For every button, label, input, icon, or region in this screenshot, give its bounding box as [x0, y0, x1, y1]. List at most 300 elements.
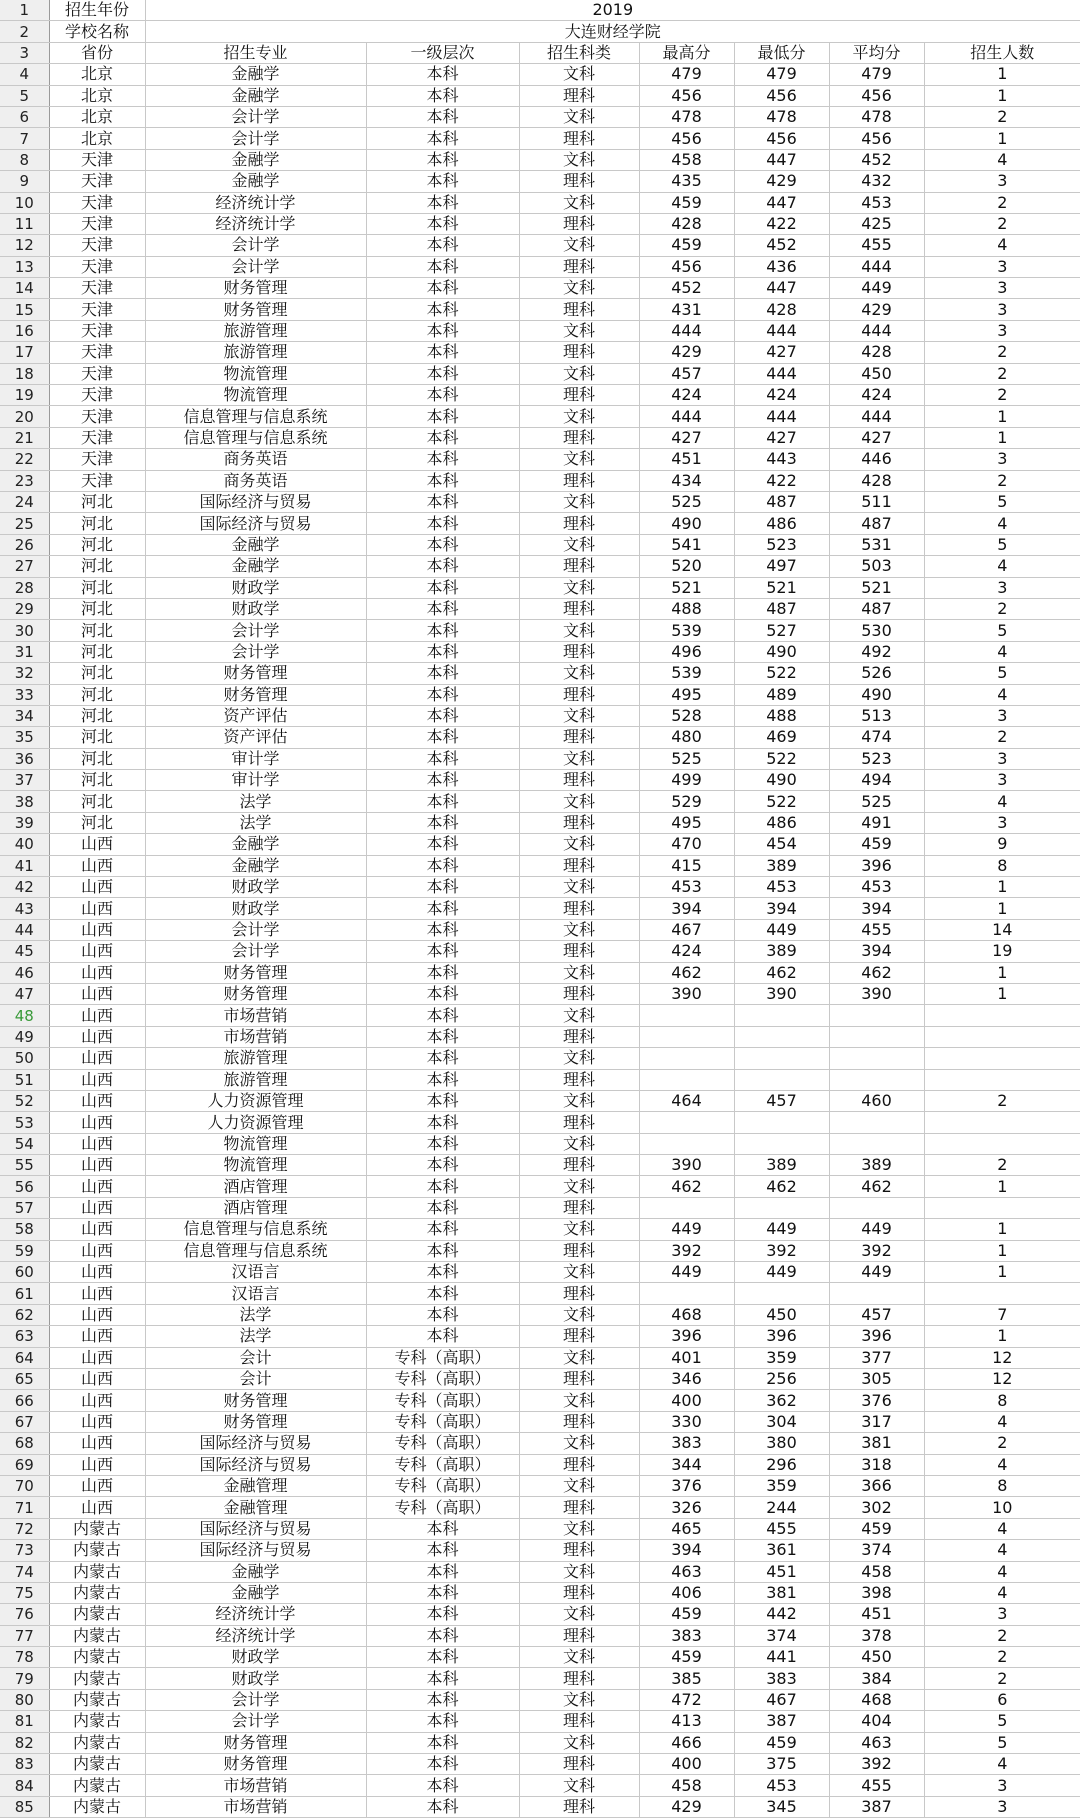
enrollment-cell[interactable]: 3 — [924, 748, 1080, 769]
province-cell[interactable]: 天津 — [49, 449, 145, 470]
max-score-cell[interactable]: 383 — [639, 1433, 734, 1454]
avg-score-cell[interactable]: 462 — [829, 962, 924, 983]
row-number[interactable]: 46 — [0, 962, 49, 983]
major-cell[interactable]: 金融学 — [145, 834, 366, 855]
province-cell[interactable]: 河北 — [49, 641, 145, 662]
province-cell[interactable]: 天津 — [49, 363, 145, 384]
province-cell[interactable]: 天津 — [49, 385, 145, 406]
max-score-cell[interactable]: 449 — [639, 1262, 734, 1283]
row-number[interactable]: 32 — [0, 663, 49, 684]
enrollment-cell[interactable]: 2 — [924, 1090, 1080, 1111]
min-score-cell[interactable]: 522 — [734, 663, 829, 684]
level-cell[interactable]: 本科 — [366, 1048, 519, 1069]
max-score-cell[interactable]: 495 — [639, 812, 734, 833]
major-cell[interactable]: 商务英语 — [145, 470, 366, 491]
subject-cell[interactable]: 理科 — [519, 727, 639, 748]
province-cell[interactable]: 山西 — [49, 1112, 145, 1133]
enrollment-cell[interactable]: 1 — [924, 1326, 1080, 1347]
row-number[interactable]: 34 — [0, 705, 49, 726]
subject-cell[interactable]: 理科 — [519, 1582, 639, 1603]
enrollment-cell[interactable]: 6 — [924, 1689, 1080, 1710]
subject-cell[interactable]: 理科 — [519, 598, 639, 619]
max-score-cell[interactable]: 390 — [639, 1155, 734, 1176]
subject-cell[interactable]: 理科 — [519, 128, 639, 149]
major-cell[interactable]: 物流管理 — [145, 363, 366, 384]
row-number[interactable]: 64 — [0, 1347, 49, 1368]
province-cell[interactable]: 天津 — [49, 278, 145, 299]
level-cell[interactable]: 本科 — [366, 1155, 519, 1176]
province-cell[interactable]: 山西 — [49, 1454, 145, 1475]
min-score-cell[interactable]: 469 — [734, 727, 829, 748]
major-cell[interactable]: 旅游管理 — [145, 1069, 366, 1090]
max-score-cell[interactable]: 424 — [639, 941, 734, 962]
max-score-cell[interactable] — [639, 1283, 734, 1304]
row-number[interactable]: 40 — [0, 834, 49, 855]
min-score-cell[interactable]: 296 — [734, 1454, 829, 1475]
subject-cell[interactable]: 理科 — [519, 256, 639, 277]
subject-cell[interactable]: 理科 — [519, 1497, 639, 1518]
level-cell[interactable]: 本科 — [366, 128, 519, 149]
avg-score-cell[interactable]: 378 — [829, 1625, 924, 1646]
level-cell[interactable]: 本科 — [366, 812, 519, 833]
province-cell[interactable]: 河北 — [49, 684, 145, 705]
row-number[interactable]: 42 — [0, 877, 49, 898]
subject-cell[interactable]: 文科 — [519, 1219, 639, 1240]
min-score-cell[interactable] — [734, 1283, 829, 1304]
subject-cell[interactable]: 文科 — [519, 64, 639, 85]
major-cell[interactable]: 会计学 — [145, 919, 366, 940]
enrollment-cell[interactable]: 8 — [924, 1475, 1080, 1496]
max-score-cell[interactable]: 488 — [639, 598, 734, 619]
avg-score-cell[interactable]: 521 — [829, 577, 924, 598]
max-score-cell[interactable]: 464 — [639, 1090, 734, 1111]
enrollment-cell[interactable]: 4 — [924, 641, 1080, 662]
min-score-cell[interactable]: 381 — [734, 1582, 829, 1603]
subject-cell[interactable]: 文科 — [519, 1604, 639, 1625]
level-cell[interactable]: 本科 — [366, 598, 519, 619]
province-cell[interactable]: 天津 — [49, 256, 145, 277]
avg-score-cell[interactable]: 398 — [829, 1582, 924, 1603]
subject-cell[interactable]: 文科 — [519, 1048, 639, 1069]
row-number[interactable]: 6 — [0, 106, 49, 127]
enrollment-cell[interactable]: 2 — [924, 598, 1080, 619]
enrollment-cell[interactable]: 3 — [924, 449, 1080, 470]
enrollment-cell[interactable] — [924, 1283, 1080, 1304]
major-cell[interactable]: 财政学 — [145, 1668, 366, 1689]
level-cell[interactable]: 本科 — [366, 941, 519, 962]
province-cell[interactable]: 河北 — [49, 577, 145, 598]
max-score-cell[interactable]: 427 — [639, 427, 734, 448]
province-cell[interactable]: 山西 — [49, 941, 145, 962]
avg-score-cell[interactable]: 384 — [829, 1668, 924, 1689]
level-cell[interactable]: 专科（高职） — [366, 1454, 519, 1475]
major-cell[interactable]: 会计学 — [145, 1711, 366, 1732]
major-cell[interactable]: 物流管理 — [145, 1155, 366, 1176]
max-score-cell[interactable]: 451 — [639, 449, 734, 470]
min-score-cell[interactable]: 422 — [734, 470, 829, 491]
row-number[interactable]: 35 — [0, 727, 49, 748]
max-score-cell[interactable] — [639, 1112, 734, 1133]
row-number[interactable]: 17 — [0, 342, 49, 363]
row-number[interactable]: 19 — [0, 385, 49, 406]
major-cell[interactable]: 会计学 — [145, 1689, 366, 1710]
subject-cell[interactable]: 理科 — [519, 556, 639, 577]
avg-score-cell[interactable]: 425 — [829, 213, 924, 234]
min-score-cell[interactable]: 451 — [734, 1561, 829, 1582]
level-cell[interactable]: 本科 — [366, 213, 519, 234]
min-score-cell[interactable]: 359 — [734, 1347, 829, 1368]
avg-score-cell[interactable]: 487 — [829, 513, 924, 534]
min-score-cell[interactable]: 436 — [734, 256, 829, 277]
enrollment-cell[interactable]: 1 — [924, 1219, 1080, 1240]
avg-score-cell[interactable]: 523 — [829, 748, 924, 769]
level-cell[interactable]: 本科 — [366, 385, 519, 406]
province-cell[interactable]: 山西 — [49, 1219, 145, 1240]
enrollment-cell[interactable]: 1 — [924, 427, 1080, 448]
level-cell[interactable]: 本科 — [366, 1561, 519, 1582]
min-score-cell[interactable]: 486 — [734, 812, 829, 833]
max-score-cell[interactable]: 470 — [639, 834, 734, 855]
level-cell[interactable]: 本科 — [366, 1647, 519, 1668]
min-score-cell[interactable]: 489 — [734, 684, 829, 705]
major-cell[interactable]: 会计学 — [145, 235, 366, 256]
max-score-cell[interactable]: 385 — [639, 1668, 734, 1689]
province-cell[interactable]: 山西 — [49, 1433, 145, 1454]
subject-cell[interactable]: 理科 — [519, 1711, 639, 1732]
row-number[interactable]: 53 — [0, 1112, 49, 1133]
major-cell[interactable]: 财政学 — [145, 1647, 366, 1668]
level-cell[interactable]: 专科（高职） — [366, 1369, 519, 1390]
major-cell[interactable]: 国际经济与贸易 — [145, 491, 366, 512]
column-header-cell[interactable]: 省份 — [49, 42, 145, 63]
max-score-cell[interactable]: 434 — [639, 470, 734, 491]
enrollment-cell[interactable]: 19 — [924, 941, 1080, 962]
level-cell[interactable]: 本科 — [366, 1133, 519, 1154]
row-number[interactable]: 4 — [0, 64, 49, 85]
column-header-cell[interactable]: 最低分 — [734, 42, 829, 63]
enrollment-cell[interactable]: 2 — [924, 106, 1080, 127]
avg-score-cell[interactable]: 474 — [829, 727, 924, 748]
row-number[interactable]: 60 — [0, 1262, 49, 1283]
row-number[interactable]: 14 — [0, 278, 49, 299]
enrollment-cell[interactable]: 5 — [924, 1732, 1080, 1753]
province-cell[interactable]: 山西 — [49, 1133, 145, 1154]
avg-score-cell[interactable]: 457 — [829, 1304, 924, 1325]
major-cell[interactable]: 财务管理 — [145, 962, 366, 983]
level-cell[interactable]: 本科 — [366, 1090, 519, 1111]
province-cell[interactable]: 山西 — [49, 1283, 145, 1304]
row-number[interactable]: 77 — [0, 1625, 49, 1646]
max-score-cell[interactable]: 346 — [639, 1369, 734, 1390]
row-number[interactable]: 41 — [0, 855, 49, 876]
max-score-cell[interactable]: 472 — [639, 1689, 734, 1710]
column-header-cell[interactable]: 招生人数 — [924, 42, 1080, 63]
level-cell[interactable]: 本科 — [366, 299, 519, 320]
enrollment-cell[interactable]: 3 — [924, 1796, 1080, 1817]
subject-cell[interactable]: 文科 — [519, 192, 639, 213]
min-score-cell[interactable]: 394 — [734, 898, 829, 919]
min-score-cell[interactable]: 490 — [734, 770, 829, 791]
subject-cell[interactable]: 文科 — [519, 1433, 639, 1454]
province-cell[interactable]: 内蒙古 — [49, 1796, 145, 1817]
row-number[interactable]: 50 — [0, 1048, 49, 1069]
avg-score-cell[interactable]: 462 — [829, 1176, 924, 1197]
row-number[interactable]: 8 — [0, 149, 49, 170]
province-cell[interactable]: 天津 — [49, 149, 145, 170]
level-cell[interactable]: 本科 — [366, 620, 519, 641]
avg-score-cell[interactable]: 390 — [829, 983, 924, 1004]
row-number[interactable]: 33 — [0, 684, 49, 705]
avg-score-cell[interactable]: 432 — [829, 171, 924, 192]
province-cell[interactable]: 山西 — [49, 1262, 145, 1283]
level-cell[interactable]: 本科 — [366, 877, 519, 898]
major-cell[interactable]: 国际经济与贸易 — [145, 1518, 366, 1539]
enrollment-cell[interactable]: 10 — [924, 1497, 1080, 1518]
subject-cell[interactable]: 文科 — [519, 1133, 639, 1154]
min-score-cell[interactable]: 447 — [734, 149, 829, 170]
max-score-cell[interactable]: 463 — [639, 1561, 734, 1582]
min-score-cell[interactable]: 444 — [734, 363, 829, 384]
major-cell[interactable]: 金融学 — [145, 534, 366, 555]
level-cell[interactable]: 本科 — [366, 770, 519, 791]
major-cell[interactable]: 金融学 — [145, 1582, 366, 1603]
max-score-cell[interactable]: 459 — [639, 1604, 734, 1625]
province-cell[interactable]: 内蒙古 — [49, 1540, 145, 1561]
level-cell[interactable]: 本科 — [366, 534, 519, 555]
province-cell[interactable]: 内蒙古 — [49, 1732, 145, 1753]
subject-cell[interactable]: 理科 — [519, 1069, 639, 1090]
max-score-cell[interactable]: 462 — [639, 1176, 734, 1197]
subject-cell[interactable]: 文科 — [519, 877, 639, 898]
avg-score-cell[interactable]: 513 — [829, 705, 924, 726]
subject-cell[interactable]: 理科 — [519, 1540, 639, 1561]
enrollment-cell[interactable]: 4 — [924, 235, 1080, 256]
enrollment-cell[interactable]: 2 — [924, 1625, 1080, 1646]
row-number[interactable]: 48 — [0, 1005, 49, 1026]
province-cell[interactable]: 内蒙古 — [49, 1689, 145, 1710]
province-cell[interactable]: 山西 — [49, 919, 145, 940]
level-cell[interactable]: 专科（高职） — [366, 1411, 519, 1432]
level-cell[interactable]: 本科 — [366, 1176, 519, 1197]
row-number[interactable]: 27 — [0, 556, 49, 577]
major-cell[interactable]: 会计学 — [145, 256, 366, 277]
row-number[interactable]: 16 — [0, 320, 49, 341]
row-number[interactable]: 5 — [0, 85, 49, 106]
subject-cell[interactable]: 文科 — [519, 1561, 639, 1582]
level-cell[interactable]: 本科 — [366, 577, 519, 598]
min-score-cell[interactable]: 442 — [734, 1604, 829, 1625]
level-cell[interactable]: 专科（高职） — [366, 1433, 519, 1454]
min-score-cell[interactable]: 424 — [734, 385, 829, 406]
avg-score-cell[interactable]: 374 — [829, 1540, 924, 1561]
level-cell[interactable]: 本科 — [366, 278, 519, 299]
province-cell[interactable]: 山西 — [49, 1048, 145, 1069]
max-score-cell[interactable]: 383 — [639, 1625, 734, 1646]
enrollment-cell[interactable]: 2 — [924, 363, 1080, 384]
subject-cell[interactable]: 理科 — [519, 641, 639, 662]
province-cell[interactable]: 内蒙古 — [49, 1647, 145, 1668]
level-cell[interactable]: 本科 — [366, 491, 519, 512]
enrollment-cell[interactable]: 5 — [924, 534, 1080, 555]
major-cell[interactable]: 财务管理 — [145, 684, 366, 705]
avg-score-cell[interactable] — [829, 1112, 924, 1133]
province-cell[interactable]: 山西 — [49, 855, 145, 876]
min-score-cell[interactable]: 490 — [734, 641, 829, 662]
avg-score-cell[interactable]: 392 — [829, 1240, 924, 1261]
avg-score-cell[interactable]: 424 — [829, 385, 924, 406]
major-cell[interactable]: 法学 — [145, 812, 366, 833]
min-score-cell[interactable]: 389 — [734, 941, 829, 962]
province-cell[interactable]: 天津 — [49, 213, 145, 234]
enrollment-cell[interactable]: 5 — [924, 491, 1080, 512]
level-cell[interactable]: 本科 — [366, 855, 519, 876]
avg-score-cell[interactable]: 428 — [829, 470, 924, 491]
max-score-cell[interactable]: 435 — [639, 171, 734, 192]
min-score-cell[interactable]: 486 — [734, 513, 829, 534]
level-cell[interactable]: 专科（高职） — [366, 1475, 519, 1496]
max-score-cell[interactable]: 330 — [639, 1411, 734, 1432]
province-cell[interactable]: 河北 — [49, 812, 145, 833]
enrollment-cell[interactable]: 1 — [924, 898, 1080, 919]
major-cell[interactable]: 国际经济与贸易 — [145, 1454, 366, 1475]
enrollment-cell[interactable]: 4 — [924, 1454, 1080, 1475]
enrollment-cell[interactable] — [924, 1112, 1080, 1133]
province-cell[interactable]: 山西 — [49, 1369, 145, 1390]
enrollment-cell[interactable]: 4 — [924, 1540, 1080, 1561]
level-cell[interactable]: 本科 — [366, 513, 519, 534]
enrollment-cell[interactable]: 2 — [924, 385, 1080, 406]
avg-score-cell[interactable] — [829, 1283, 924, 1304]
level-cell[interactable]: 本科 — [366, 427, 519, 448]
province-cell[interactable]: 山西 — [49, 1304, 145, 1325]
level-cell[interactable]: 本科 — [366, 983, 519, 1004]
row-number[interactable]: 39 — [0, 812, 49, 833]
row-number[interactable]: 63 — [0, 1326, 49, 1347]
major-cell[interactable]: 汉语言 — [145, 1283, 366, 1304]
level-cell[interactable]: 本科 — [366, 1005, 519, 1026]
row-number[interactable]: 78 — [0, 1647, 49, 1668]
major-cell[interactable]: 信息管理与信息系统 — [145, 406, 366, 427]
avg-score-cell[interactable]: 444 — [829, 256, 924, 277]
enrollment-cell[interactable]: 9 — [924, 834, 1080, 855]
avg-score-cell[interactable]: 453 — [829, 877, 924, 898]
major-cell[interactable]: 会计学 — [145, 620, 366, 641]
province-cell[interactable]: 河北 — [49, 770, 145, 791]
enrollment-cell[interactable]: 4 — [924, 1561, 1080, 1582]
province-cell[interactable]: 山西 — [49, 1069, 145, 1090]
subject-cell[interactable]: 理科 — [519, 470, 639, 491]
province-cell[interactable]: 河北 — [49, 727, 145, 748]
max-score-cell[interactable]: 459 — [639, 1647, 734, 1668]
enrollment-cell[interactable]: 1 — [924, 877, 1080, 898]
level-cell[interactable]: 本科 — [366, 834, 519, 855]
avg-score-cell[interactable]: 460 — [829, 1090, 924, 1111]
level-cell[interactable]: 本科 — [366, 1711, 519, 1732]
subject-cell[interactable]: 文科 — [519, 1775, 639, 1796]
province-cell[interactable]: 河北 — [49, 705, 145, 726]
province-cell[interactable]: 天津 — [49, 342, 145, 363]
max-score-cell[interactable]: 458 — [639, 149, 734, 170]
max-score-cell[interactable]: 424 — [639, 385, 734, 406]
level-cell[interactable]: 本科 — [366, 235, 519, 256]
province-cell[interactable]: 河北 — [49, 663, 145, 684]
major-cell[interactable]: 资产评估 — [145, 727, 366, 748]
province-cell[interactable]: 山西 — [49, 877, 145, 898]
enrollment-cell[interactable]: 4 — [924, 1411, 1080, 1432]
province-cell[interactable]: 北京 — [49, 85, 145, 106]
subject-cell[interactable]: 文科 — [519, 1518, 639, 1539]
subject-cell[interactable]: 理科 — [519, 299, 639, 320]
min-score-cell[interactable]: 362 — [734, 1390, 829, 1411]
max-score-cell[interactable] — [639, 1005, 734, 1026]
min-score-cell[interactable]: 443 — [734, 449, 829, 470]
row-number[interactable]: 45 — [0, 941, 49, 962]
min-score-cell[interactable]: 488 — [734, 705, 829, 726]
min-score-cell[interactable] — [734, 1112, 829, 1133]
min-score-cell[interactable]: 449 — [734, 1219, 829, 1240]
avg-score-cell[interactable]: 444 — [829, 406, 924, 427]
major-cell[interactable]: 法学 — [145, 791, 366, 812]
level-cell[interactable]: 本科 — [366, 1518, 519, 1539]
level-cell[interactable]: 本科 — [366, 1689, 519, 1710]
max-score-cell[interactable]: 428 — [639, 213, 734, 234]
major-cell[interactable]: 财政学 — [145, 877, 366, 898]
avg-score-cell[interactable]: 449 — [829, 1262, 924, 1283]
subject-cell[interactable]: 理科 — [519, 1112, 639, 1133]
enrollment-cell[interactable]: 1 — [924, 85, 1080, 106]
province-cell[interactable]: 山西 — [49, 1411, 145, 1432]
min-score-cell[interactable]: 375 — [734, 1754, 829, 1775]
major-cell[interactable]: 金融学 — [145, 855, 366, 876]
avg-score-cell[interactable]: 494 — [829, 770, 924, 791]
province-cell[interactable]: 山西 — [49, 1497, 145, 1518]
subject-cell[interactable]: 文科 — [519, 1005, 639, 1026]
avg-score-cell[interactable]: 302 — [829, 1497, 924, 1518]
row-number[interactable]: 49 — [0, 1026, 49, 1047]
major-cell[interactable]: 经济统计学 — [145, 1604, 366, 1625]
level-cell[interactable]: 本科 — [366, 1262, 519, 1283]
min-score-cell[interactable]: 449 — [734, 919, 829, 940]
row-number[interactable]: 69 — [0, 1454, 49, 1475]
min-score-cell[interactable]: 256 — [734, 1369, 829, 1390]
subject-cell[interactable]: 文科 — [519, 491, 639, 512]
major-cell[interactable]: 财务管理 — [145, 1732, 366, 1753]
subject-cell[interactable]: 文科 — [519, 663, 639, 684]
level-cell[interactable]: 本科 — [366, 641, 519, 662]
subject-cell[interactable]: 理科 — [519, 1668, 639, 1689]
min-score-cell[interactable]: 380 — [734, 1433, 829, 1454]
max-score-cell[interactable]: 495 — [639, 684, 734, 705]
avg-score-cell[interactable] — [829, 1069, 924, 1090]
enrollment-cell[interactable]: 1 — [924, 406, 1080, 427]
subject-cell[interactable]: 理科 — [519, 812, 639, 833]
enrollment-cell[interactable]: 4 — [924, 513, 1080, 534]
major-cell[interactable]: 金融学 — [145, 556, 366, 577]
province-cell[interactable]: 山西 — [49, 1155, 145, 1176]
avg-score-cell[interactable]: 392 — [829, 1754, 924, 1775]
subject-cell[interactable]: 文科 — [519, 106, 639, 127]
province-cell[interactable]: 河北 — [49, 748, 145, 769]
max-score-cell[interactable]: 467 — [639, 919, 734, 940]
enrollment-cell[interactable]: 4 — [924, 1582, 1080, 1603]
level-cell[interactable]: 本科 — [366, 1326, 519, 1347]
major-cell[interactable]: 酒店管理 — [145, 1197, 366, 1218]
avg-score-cell[interactable]: 429 — [829, 299, 924, 320]
major-cell[interactable]: 信息管理与信息系统 — [145, 1219, 366, 1240]
min-score-cell[interactable]: 427 — [734, 427, 829, 448]
min-score-cell[interactable] — [734, 1048, 829, 1069]
max-score-cell[interactable]: 525 — [639, 491, 734, 512]
